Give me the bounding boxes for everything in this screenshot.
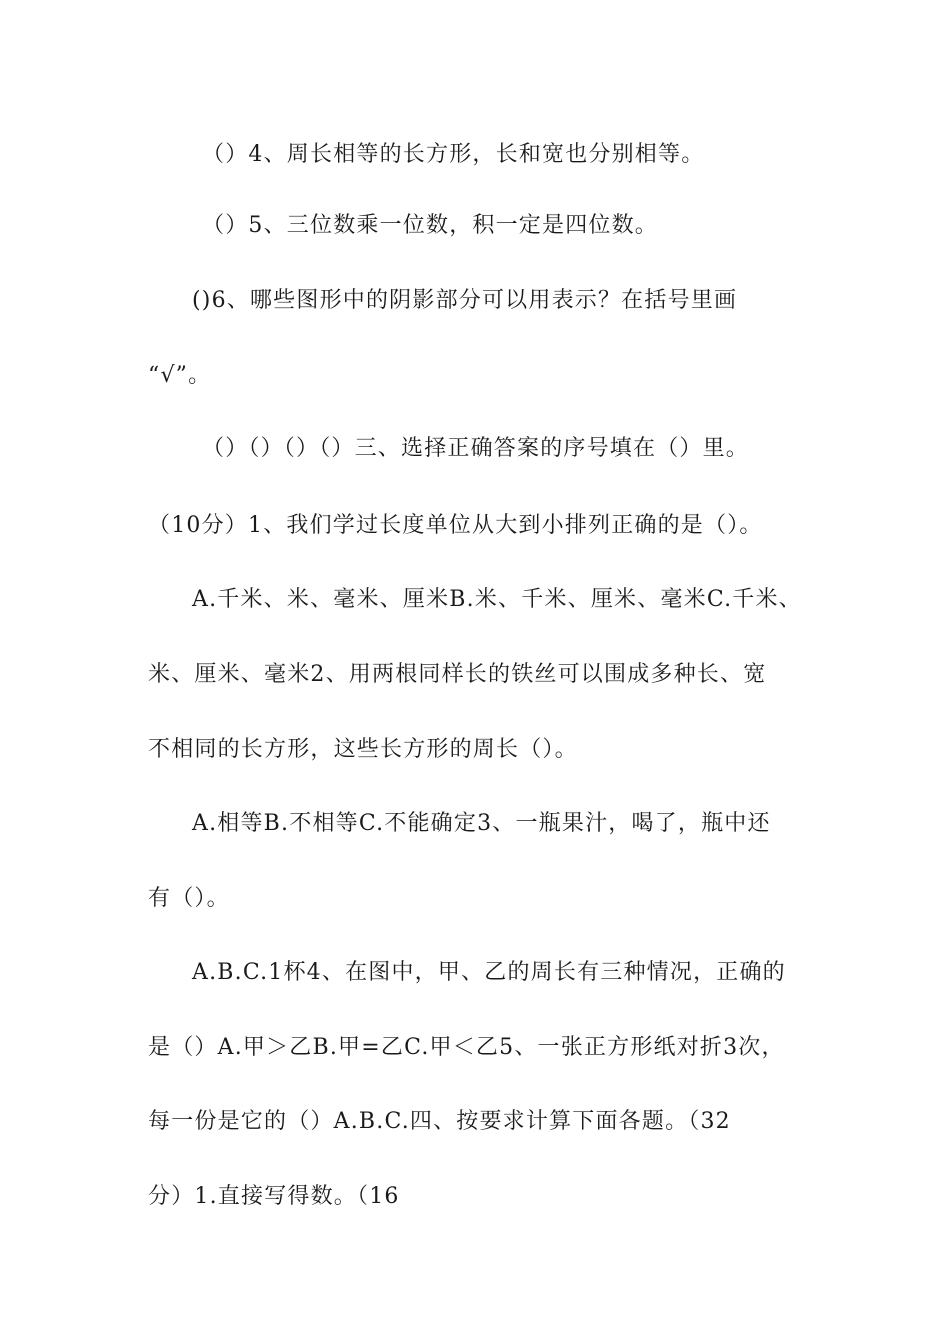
text-line-9: 不相同的长方形，这些长方形的周长（）。	[148, 737, 578, 762]
text-line-3: ()6、哪些图形中的阴影部分可以用表示？在括号里画	[192, 288, 738, 313]
text-line-2: （）5、三位数乘一位数，积一定是四位数。	[202, 213, 658, 238]
text-line-5: （）（）（）（）三、选择正确答案的序号填在（）里。	[202, 436, 750, 461]
text-line-1: （）4、周长相等的长方形，长和宽也分别相等。	[202, 142, 705, 167]
text-line-12: A.B.C.1杯4、在图中，甲、乙的周长有三种情况，正确的	[192, 960, 786, 985]
text-line-6: （10分）1、我们学过长度单位从大到小排列正确的是（）。	[148, 513, 763, 538]
text-line-4: “√”。	[148, 363, 212, 388]
text-line-15: 分）1.直接写得数。（16	[148, 1184, 400, 1209]
text-line-13: 是（）A.甲＞乙B.甲=乙C.甲＜乙5、一张正方形纸对折3次，	[148, 1035, 785, 1060]
text-line-8: 米、厘米、毫米2、用两根同样长的铁丝可以围成多种长、宽	[148, 662, 767, 687]
text-line-10: A.相等B.不相等C.不能确定3、一瓶果汁，喝了，瓶中还	[192, 811, 771, 836]
text-line-14: 每一份是它的（）A.B.C.四、按要求计算下面各题。（32	[148, 1109, 731, 1134]
text-line-7: A.千米、米、毫米、厘米B.米、千米、厘米、毫米C.千米、	[192, 587, 802, 612]
text-line-11: 有（）。	[148, 886, 230, 911]
